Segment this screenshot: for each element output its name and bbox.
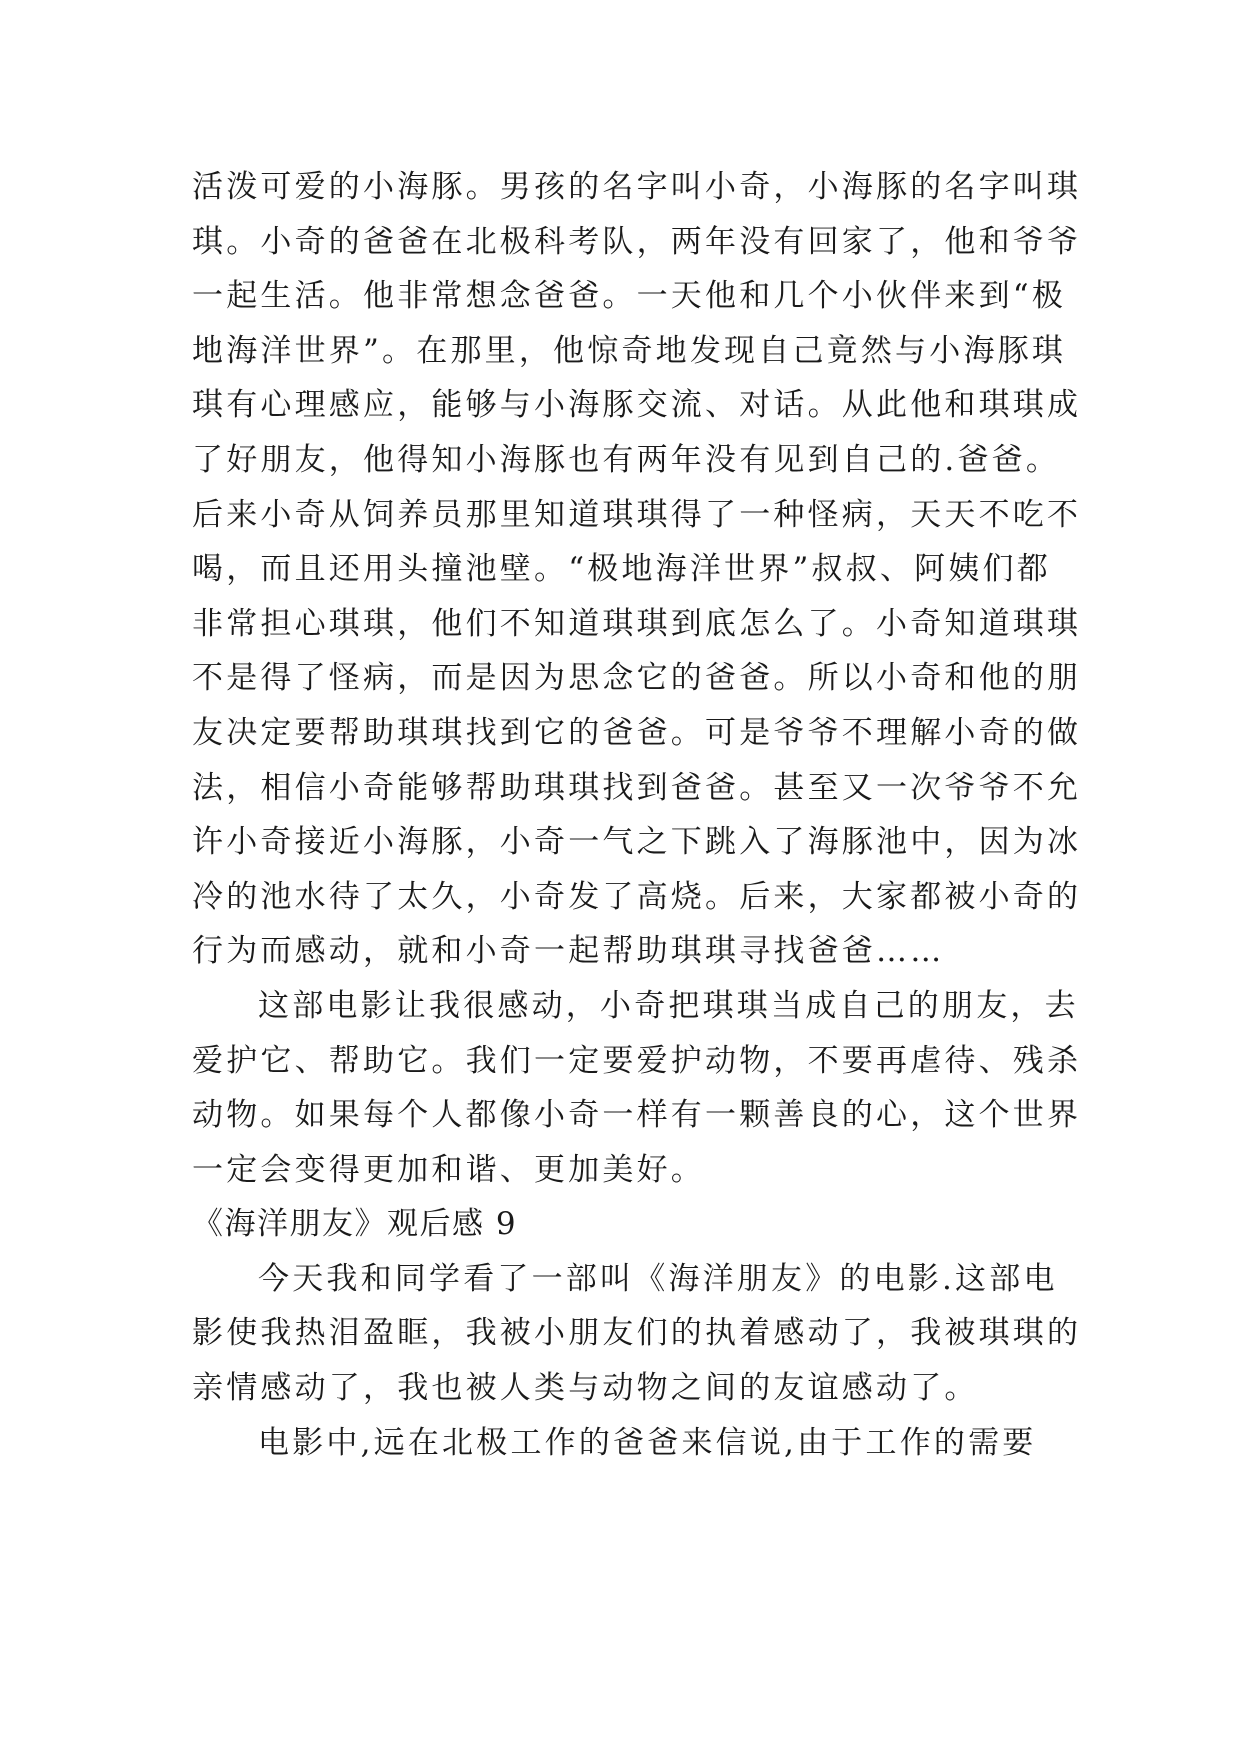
paragraph-first-line: 这部电影让我很感动，小奇把琪琪当成自己的朋友，去 (258, 987, 1079, 1024)
text-line: 行为而感动，就和小奇一起帮助琪琪寻找爸爸…… (192, 933, 945, 970)
text-line: 琪有心理感应，能够与小海豚交流、对话。从此他和琪琪成 (192, 387, 1082, 424)
text-line: 喝，而且还用头撞池壁。“极地海洋世界”叔叔、阿姨们都 (192, 551, 1051, 588)
text-line: 活泼可爱的小海豚。男孩的名字叫小奇，小海豚的名字叫琪 (192, 169, 1082, 205)
text-line: 一定会变得更加和谐、更加美好。 (192, 1151, 705, 1188)
text-line: 友决定要帮助琪琪找到它的爸爸。可是爷爷不理解小奇的做 (192, 714, 1082, 751)
text-line: 地海洋世界”。在那里，他惊奇地发现自己竟然与小海豚琪 (192, 332, 1067, 369)
text-line: 亲情感动了，我也被人类与动物之间的友谊感动了。 (192, 1370, 979, 1407)
paragraph-first-line: 电影中,远在北极工作的爸爸来信说,由于工作的需要 (258, 1424, 1037, 1461)
text-line: 许小奇接近小海豚，小奇一气之下跳入了海豚池中，因为冰 (192, 824, 1082, 861)
text-line: 不是得了怪病，而是因为思念它的爸爸。所以小奇和他的朋 (192, 660, 1082, 697)
paragraph-first-line: 今天我和同学看了一部叫《海洋朋友》的电影.这部电 (258, 1260, 1058, 1297)
text-line: 动物。如果每个人都像小奇一样有一颗善良的心，这个世界 (192, 1097, 1082, 1134)
text-line: 非常担心琪琪，他们不知道琪琪到底怎么了。小奇知道琪琪 (192, 605, 1082, 642)
text-line: 冷的池水待了太久，小奇发了高烧。后来，大家都被小奇的 (192, 878, 1082, 915)
text-line: 后来小奇从饲养员那里知道琪琪得了一种怪病，天天不吃不 (192, 496, 1082, 533)
section-heading: 《海洋朋友》观后感 9 (192, 1206, 518, 1243)
document-body (192, 160, 1082, 1470)
text-line: 影使我热泪盈眶，我被小朋友们的执着感动了，我被琪琪的 (192, 1315, 1082, 1352)
text-line: 一起生活。他非常想念爸爸。一天他和几个小伙伴来到“极 (192, 278, 1067, 315)
text-line: 爱护它、帮助它。我们一定要爱护动物，不要再虐待、残杀 (192, 1042, 1082, 1079)
text-line: 琪。小奇的爸爸在北极科考队，两年没有回家了，他和爷爷 (192, 223, 1082, 260)
text-line: 了好朋友，他得知小海豚也有两年没有见到自己的.爸爸。 (192, 441, 1061, 478)
text-line: 法，相信小奇能够帮助琪琪找到爸爸。甚至又一次爷爷不允 (192, 769, 1082, 806)
